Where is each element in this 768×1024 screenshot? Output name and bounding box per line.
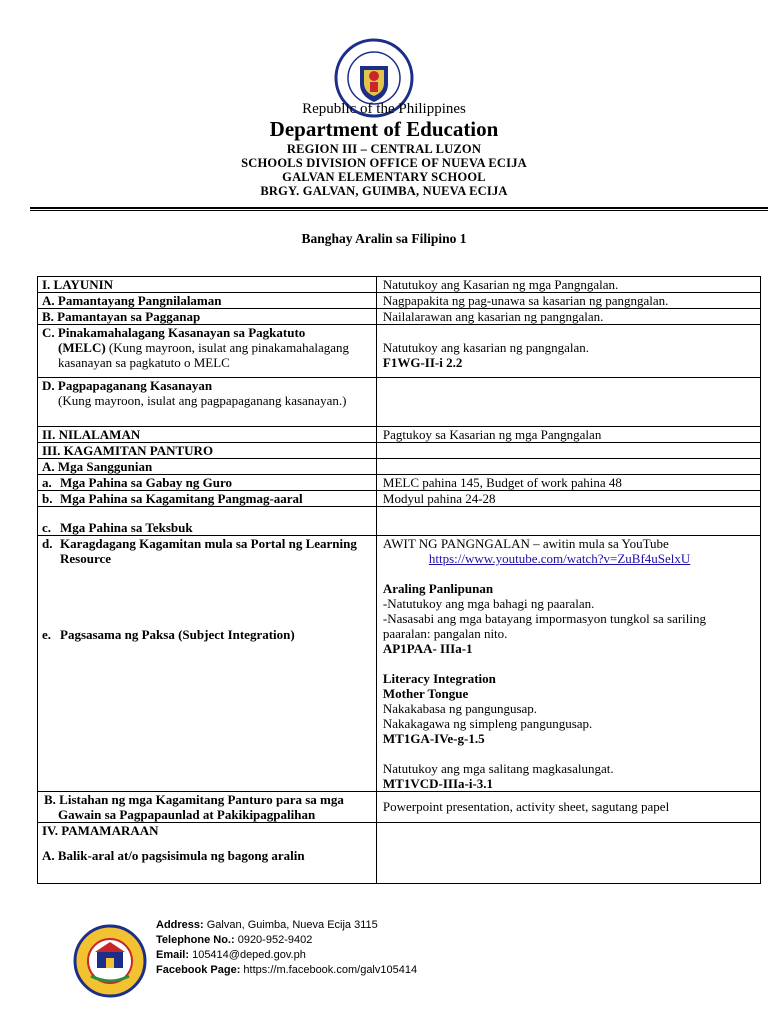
song-reference: AWIT NG PANGNGALAN – awitin mula sa YouTube	[382, 536, 669, 551]
table-row	[38, 475, 761, 491]
melc-note: (Kung mayroon, isulat ang pinakamahalagang kasanayan sa pagkatuto o MELC	[58, 340, 349, 370]
learner-material-value: Modyul pahina 24-28	[376, 491, 760, 507]
melc-bold: (MELC)	[58, 340, 106, 355]
section-layunin: I. LAYUNIN	[38, 277, 377, 293]
additional-materials-cell: d. Karagdagang Kagamitan mula sa Portal ng Learning Resource e. Pagsasama ng Paksa (Subject Integration)	[38, 536, 377, 792]
school-name: GALVAN ELEMENTARY SCHOOL	[282, 170, 486, 184]
enabling-skill-note: (Kung mayroon, isulat ang pagpapaganang kasanayan.)	[58, 393, 347, 408]
header-divider-thin	[30, 210, 768, 211]
performance-standard-label: B. Pamantayan sa Pagganap	[38, 309, 377, 325]
melc-value	[376, 325, 760, 378]
footer-address: Address: Galvan, Guimba, Nueva Ecija 3115	[156, 919, 378, 931]
table-row	[38, 309, 761, 325]
ap-heading: Araling Panlipunan	[382, 581, 494, 596]
table-row	[38, 293, 761, 309]
school-address: BRGY. GALVAN, GUIMBA, NUEVA ECIJA	[260, 184, 508, 198]
table-row	[38, 277, 761, 293]
table-row	[38, 427, 761, 443]
melc-heading: C. Pinakamahalagang Kasanayan sa Pagkatuto	[42, 325, 306, 340]
footer-email: Email: 105414@deped.gov.ph	[156, 949, 306, 961]
performance-standard-value: Nailalarawan ang kasarian ng pangngalan.	[376, 309, 760, 325]
textbook-label: c. Mga Pahina sa Teksbuk	[38, 507, 377, 536]
section-kagamitan: III. KAGAMITAN PANTURO	[38, 443, 377, 459]
region-line: REGION III – CENTRAL LUZON	[286, 142, 482, 156]
header-divider	[30, 207, 768, 209]
materials-list-label: B. Listahan ng mga Kagamitang Panturo para sa mga Gawain sa Pagpapaunlad at Pakikipagpalihan	[38, 792, 377, 823]
table-row	[38, 491, 761, 507]
teacher-guide-value: MELC pahina 145, Budget of work pahina 48	[376, 475, 760, 491]
enabling-skill-heading: D. Pagpapaganang Kasanayan	[42, 378, 213, 393]
republic-line: Republic of the Philippines	[302, 101, 466, 117]
table-row	[38, 325, 761, 378]
content-standard-label: A. Pamantayang Pangnilalaman	[38, 293, 377, 309]
table-row	[38, 378, 761, 427]
school-logo	[73, 924, 147, 998]
footer-facebook: Facebook Page: https://m.facebook.com/galv105414	[156, 964, 418, 976]
portal-label: Karagdagang Kagamitan mula sa Portal ng Learning Resource	[60, 536, 357, 566]
section-pamamaraan: IV. PAMAMARAAN A. Balik-aral at/o pagsisimula ng bagong aralin	[38, 823, 377, 884]
document-title: Banghay Aralin sa Filipino 1	[301, 231, 467, 246]
table-row	[38, 507, 761, 536]
youtube-link[interactable]: https://www.youtube.com/watch?v=ZuBf4uSelxU	[428, 551, 691, 566]
materials-list-value: Powerpoint presentation, activity sheet, sagutang papel	[376, 792, 760, 823]
literacy-heading: Literacy Integration	[382, 671, 496, 686]
subject-integration-label: Pagsasama ng Paksa (Subject Integration)	[60, 627, 295, 642]
table-row	[38, 443, 761, 459]
table-row	[38, 536, 761, 792]
melc-label	[38, 325, 377, 378]
footer-phone: Telephone No.: 0920-952-9402	[156, 934, 313, 946]
layunin-value: Natutukoy ang Kasarian ng mga Pangngalan.	[376, 277, 760, 293]
melc-code: F1WG-II-i 2.2	[382, 355, 463, 370]
mother-tongue-heading: Mother Tongue	[382, 686, 469, 701]
nilalaman-value: Pagtukoy sa Kasarian ng mga Pangngalan	[376, 427, 760, 443]
enabling-skill-value	[376, 378, 760, 427]
lesson-plan-table	[37, 276, 761, 884]
review-label: A. Balik-aral at/o pagsisimula ng bagong aralin	[42, 848, 305, 863]
department-name: Department of Education	[269, 117, 499, 141]
table-row	[38, 792, 761, 823]
content-standard-value: Nagpapakita ng pag-unawa sa kasarian ng pangngalan.	[376, 293, 760, 309]
references-label: A. Mga Sanggunian	[38, 459, 377, 475]
enabling-skill-label	[38, 378, 377, 427]
mt-code-2: MT1VCD-IIIa-i-3.1	[382, 776, 494, 791]
section-nilalaman: II. NILALAMAN	[38, 427, 377, 443]
table-row	[38, 823, 761, 884]
mt-code-1: MT1GA-IVe-g-1.5	[382, 731, 485, 746]
table-row	[38, 459, 761, 475]
additional-materials-value: AWIT NG PANGNGALAN – awitin mula sa YouTube https://www.youtube.com/watch?v=ZuBf4uSelxU Araling Panlipunan -Natutukoy ang mga bahagi ng paaralan. -Nasasabi ang mga batayang impormasyon tungkol sa sariling paaralan: pangalan nito. AP1PAA- IIIa-1 Literacy Integration Mother Tongue Nakakabasa ng pangungusap. Nakakagawa ng simpleng pangungusap. MT1GA-IVe-g-1.5 Natutukoy ang mga salitang magkasalungat. MT1VCD-IIIa-i-3.1	[376, 536, 760, 792]
learner-material-label: b. Mga Pahina sa Kagamitang Pangmag-aaral	[38, 491, 377, 507]
melc-text: Natutukoy ang kasarian ng pangngalan.	[382, 340, 590, 355]
ap-code: AP1PAA- IIIa-1	[382, 641, 473, 656]
division-line: SCHOOLS DIVISION OFFICE OF NUEVA ECIJA	[241, 156, 527, 170]
teacher-guide-label: a. Mga Pahina sa Gabay ng Guro	[38, 475, 377, 491]
